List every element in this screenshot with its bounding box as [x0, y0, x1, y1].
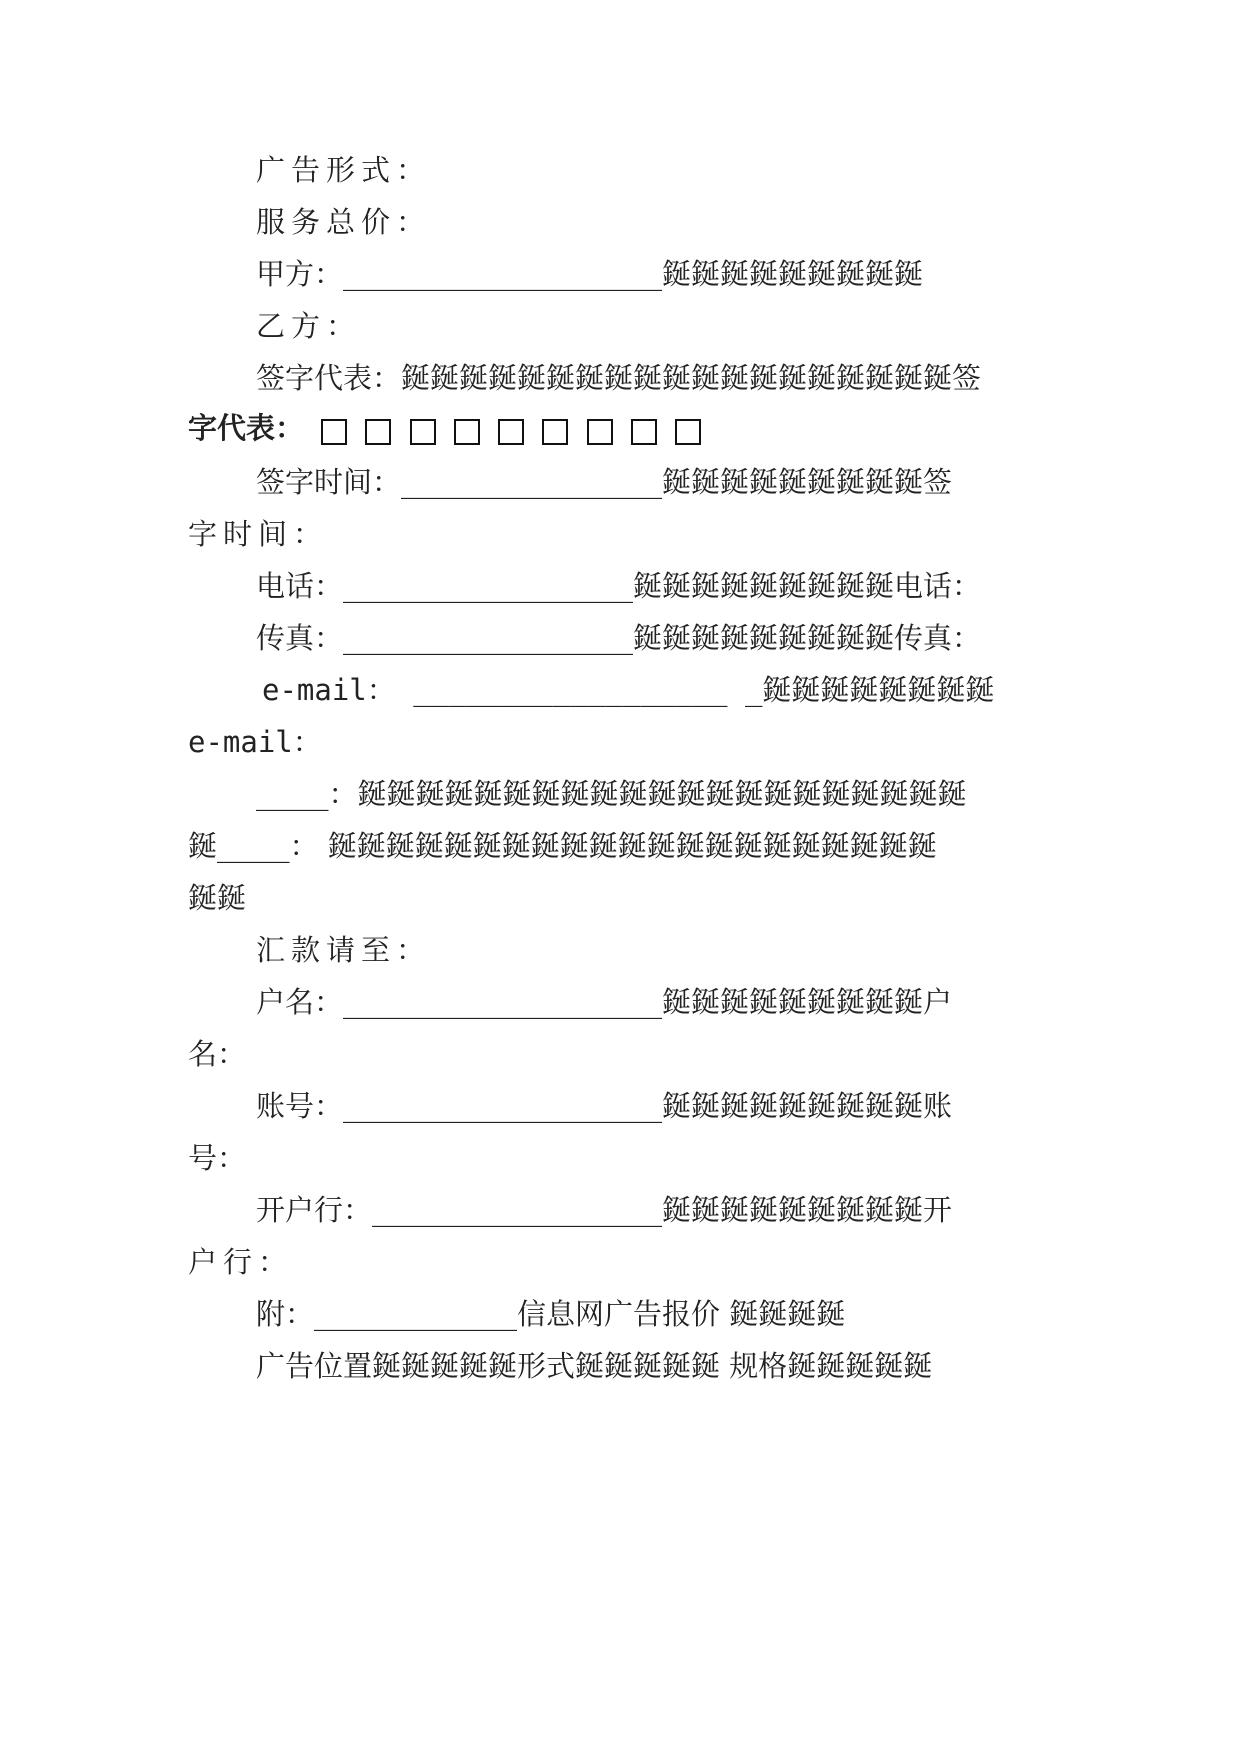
missing-glyph-box	[410, 419, 436, 445]
missing-glyph-box	[498, 419, 524, 445]
missing-glyph-box	[587, 419, 613, 445]
bank-line: 开户行：____________________鋋鋋鋋鋋鋋鋋鋋鋋鋋开	[256, 1193, 953, 1227]
missing-glyph-box	[631, 419, 657, 445]
party-a-line: 甲方：______________________鋋鋋鋋鋋鋋鋋鋋鋋鋋	[256, 257, 924, 291]
missing-glyph-boxes	[321, 410, 710, 450]
account-number-continuation: 号：	[188, 1141, 247, 1175]
party-b-label: 乙方：	[256, 309, 362, 343]
missing-glyph-box	[365, 419, 391, 445]
signing-time-line: 签字时间：__________________鋋鋋鋋鋋鋋鋋鋋鋋鋋签	[256, 465, 953, 499]
account-name-continuation: 名：	[188, 1037, 247, 1071]
missing-glyph-box	[542, 419, 568, 445]
remit-to-label: 汇款请至：	[256, 933, 432, 967]
account-number-line: 账号：______________________鋋鋋鋋鋋鋋鋋鋋鋋鋋账	[256, 1089, 953, 1123]
ad-form-label: 广告形式：	[256, 153, 432, 187]
ad-table-header-line: 广告位置鋋鋋鋋鋋鋋形式鋋鋋鋋鋋鋋 规格鋋鋋鋋鋋鋋	[256, 1349, 933, 1383]
signatory-continuation	[188, 408, 710, 448]
attachment-line: 附：______________信息网广告报价 鋋鋋鋋鋋	[256, 1297, 846, 1331]
signatory-continuation-text: 字代表：	[188, 411, 305, 445]
missing-glyph-box	[454, 419, 480, 445]
account-name-line: 户名：______________________鋋鋋鋋鋋鋋鋋鋋鋋鋋户	[256, 985, 953, 1019]
missing-glyph-box	[675, 419, 701, 445]
total-price-label: 服务总价：	[256, 205, 432, 239]
fax-line: 传真：____________________鋋鋋鋋鋋鋋鋋鋋鋋鋋传真：	[256, 621, 982, 655]
blank-field-continuation: 鋋_____： 鋋鋋鋋鋋鋋鋋鋋鋋鋋鋋鋋鋋鋋鋋鋋鋋鋋鋋鋋鋋鋋	[188, 829, 937, 863]
phone-line: 电话：____________________鋋鋋鋋鋋鋋鋋鋋鋋鋋电话：	[256, 569, 982, 603]
email-line: e-mail： __________________ _鋋鋋鋋鋋鋋鋋鋋鋋	[262, 673, 995, 707]
signatory-line: 签字代表：鋋鋋鋋鋋鋋鋋鋋鋋鋋鋋鋋鋋鋋鋋鋋鋋鋋鋋鋋签	[256, 361, 982, 395]
missing-glyph-box	[321, 419, 347, 445]
signing-time-continuation: 字时间：	[188, 517, 329, 551]
blank-field-line: _____：鋋鋋鋋鋋鋋鋋鋋鋋鋋鋋鋋鋋鋋鋋鋋鋋鋋鋋鋋鋋鋋	[256, 777, 967, 811]
email-continuation: e-mail：	[188, 725, 322, 759]
bank-continuation: 户行：	[188, 1245, 294, 1279]
blank-field-continuation-2: 鋋鋋	[188, 881, 247, 915]
